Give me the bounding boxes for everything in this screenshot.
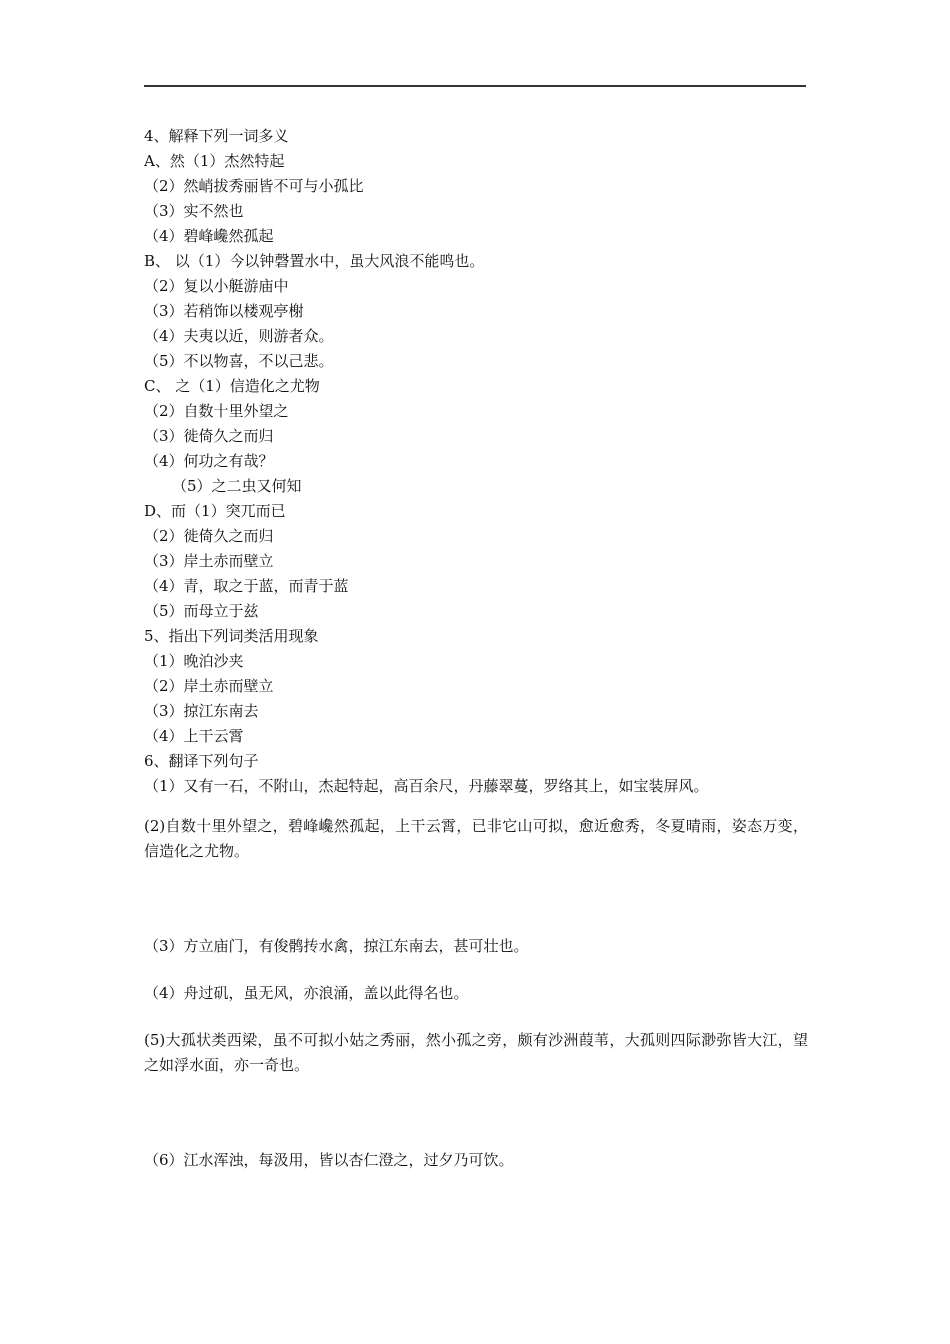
list-item: （2）徙倚久之而归 <box>144 527 274 545</box>
list-item: （1）晚泊沙夹 <box>144 652 244 670</box>
list-item: （4）夫夷以近，则游者众。 <box>144 327 334 345</box>
list-item: （5）而母立于兹 <box>144 602 259 620</box>
section-heading-6: 6、翻译下列句子 <box>144 752 259 770</box>
translation-item: (2)自数十里外望之，碧峰巉然孤起，上干云霄，已非它山可拟，愈近愈秀，冬夏晴雨，姿态万变，信造化之尤物。 <box>144 817 808 860</box>
list-item: （3）若稍饰以楼观亭榭 <box>144 302 304 320</box>
header-rule <box>144 85 806 87</box>
list-item: （5）之二虫又何知 <box>172 477 302 495</box>
list-item: （3）岸土赤而壁立 <box>144 552 274 570</box>
list-item: （4）何功之有哉？ <box>144 452 274 470</box>
list-item: （5）不以物喜，不以己悲。 <box>144 352 334 370</box>
list-item: （2）自数十里外望之 <box>144 402 289 420</box>
list-item: （2）然峭拔秀丽皆不可与小孤比 <box>144 177 364 195</box>
translation-item: （6）江水浑浊，每汲用，皆以杏仁澄之，过夕乃可饮。 <box>144 1151 514 1169</box>
section-heading-4: 4、解释下列一词多义 <box>144 127 289 145</box>
list-item: （4）青，取之于蓝，而青于蓝 <box>144 577 349 595</box>
list-item: （4）碧峰巉然孤起 <box>144 227 274 245</box>
translation-item: （3）方立庙门，有俊鹘抟水禽，掠江东南去，甚可壮也。 <box>144 937 529 955</box>
list-item: （3）实不然也 <box>144 202 244 220</box>
section-heading-5: 5、指出下列词类活用现象 <box>144 627 319 645</box>
translation-item: (5)大孤状类西梁，虽不可拟小姑之秀丽，然小孤之旁，颇有沙洲葭苇，大孤则四际渺弥皆大江，望之如浮水面，亦一奇也。 <box>144 1031 808 1074</box>
list-item: D、而（1）突兀而已 <box>144 502 286 520</box>
list-item: A、然（1）杰然特起 <box>144 152 285 170</box>
list-item: B、 以（1）今以钟磬置水中，虽大风浪不能鸣也。 <box>144 252 485 270</box>
translation-item: （4）舟过矶，虽无风，亦浪涌，盖以此得名也。 <box>144 984 469 1002</box>
list-item: （3）徙倚久之而归 <box>144 427 274 445</box>
list-item: （2）复以小艇游庙中 <box>144 277 289 295</box>
list-item: （1）又有一石，不附山，杰起特起，高百余尺，丹藤翠蔓，罗络其上，如宝装屏风。 <box>144 777 709 795</box>
list-item: （4）上干云霄 <box>144 727 244 745</box>
list-item: （2）岸土赤而壁立 <box>144 677 274 695</box>
document-body <box>144 124 808 1173</box>
list-item: C、 之（1）信造化之尤物 <box>144 377 320 395</box>
list-item: （3）掠江东南去 <box>144 702 259 720</box>
